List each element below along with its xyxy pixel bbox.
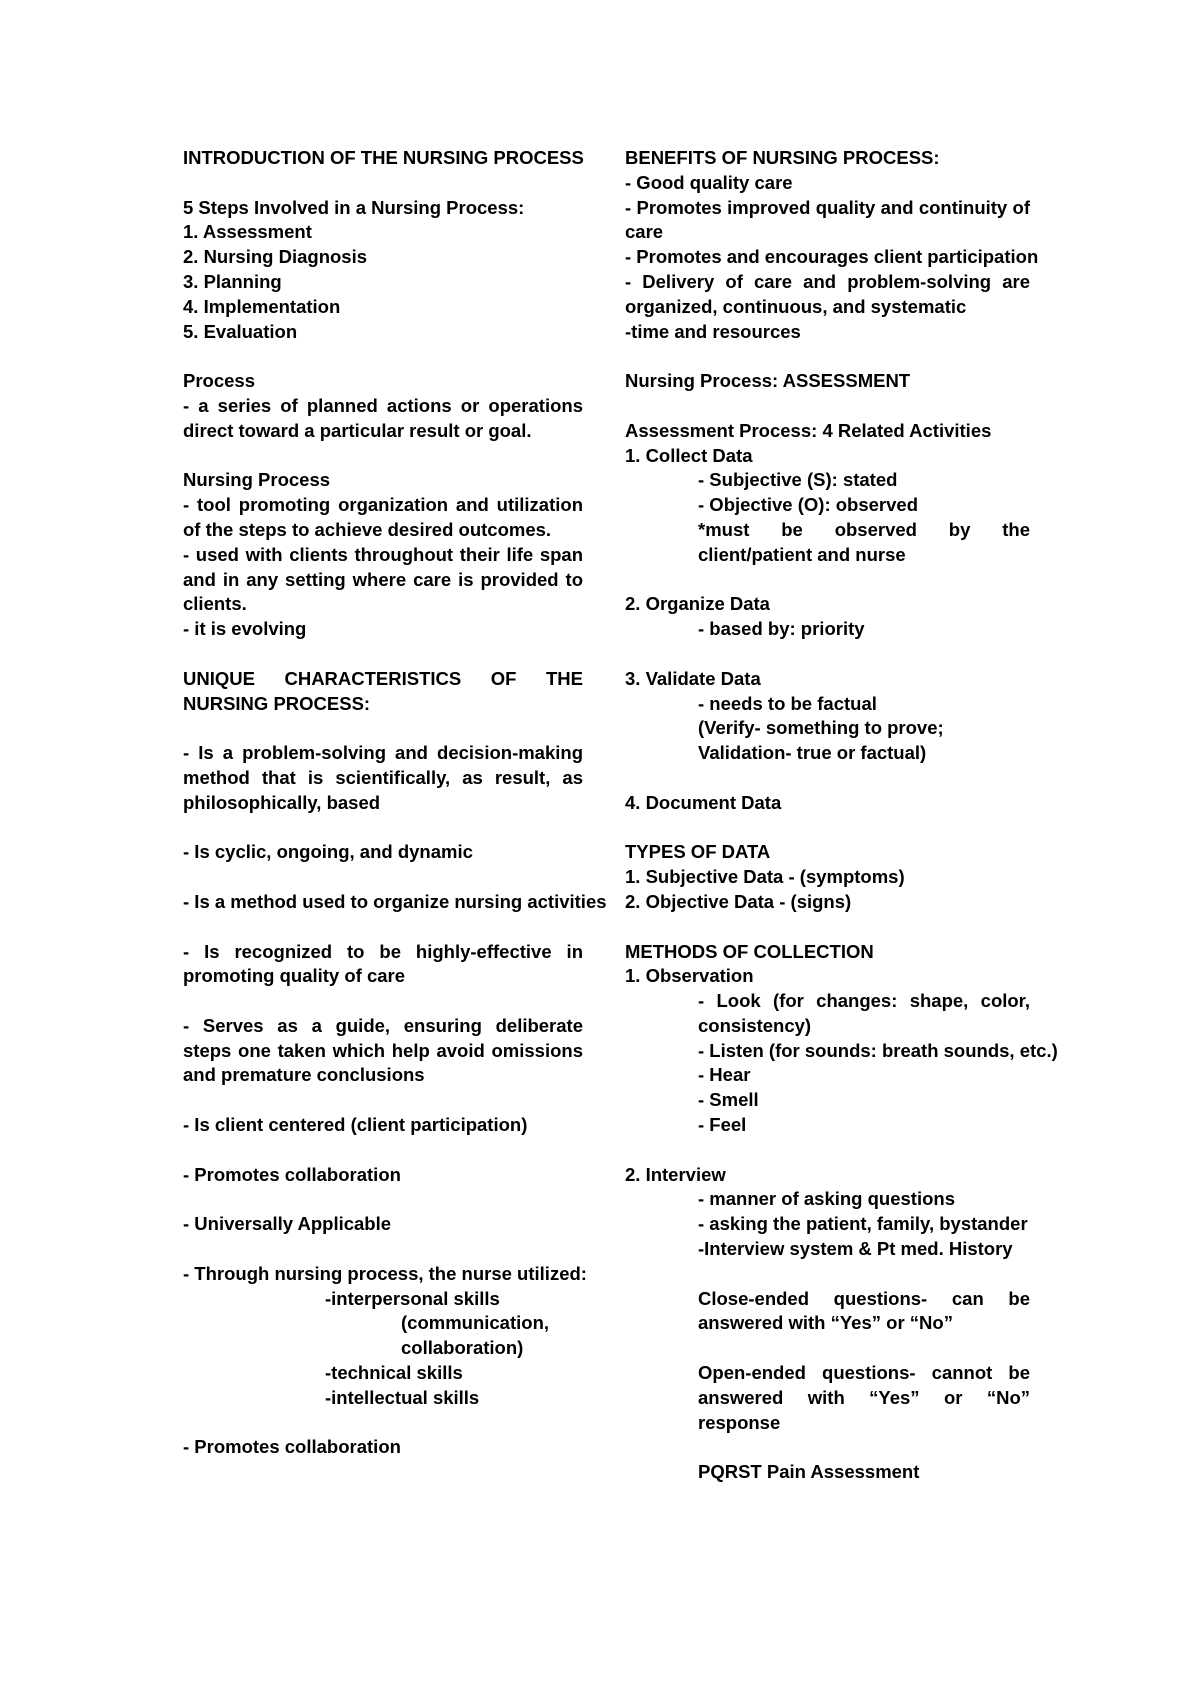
activity-validate: 3. Validate Data (625, 667, 761, 689)
characteristic-item: - Promotes collaboration (183, 1163, 401, 1185)
skill-interpersonal-detail: (communication, (401, 1312, 550, 1334)
collect-item: - Objective (O): observed (698, 494, 918, 516)
method-interview: 2. Interview (625, 1163, 726, 1185)
characteristic-item: - Is a method used to organize nursing activities (183, 890, 607, 912)
skill-interpersonal: -interpersonal skills (325, 1287, 500, 1309)
step-item: 3. Planning (183, 270, 282, 292)
observation-item: - Feel (698, 1114, 747, 1136)
type-item: 1. Subjective Data - (symptoms) (625, 866, 905, 888)
nursing-process-heading: Nursing Process (183, 469, 331, 491)
left-column (183, 146, 607, 1460)
nursing-process-item: - it is evolving (183, 618, 307, 640)
step-item: 2. Nursing Diagnosis (183, 246, 368, 268)
methods-heading: METHODS OF COLLECTION (625, 940, 874, 962)
validate-item: (Verify- something to prove; (698, 717, 944, 739)
steps-heading: 5 Steps Involved in a Nursing Process: (183, 196, 525, 218)
characteristic-item: - Is client centered (client participation) (183, 1114, 528, 1136)
type-item: 2. Objective Data - (signs) (625, 890, 852, 912)
validate-item: Validation- true or factual) (698, 742, 927, 764)
activity-organize: 2. Organize Data (625, 593, 770, 615)
interview-item: -Interview system & Pt med. History (698, 1238, 1013, 1260)
step-item: 1. Assessment (183, 221, 312, 243)
benefits-heading: BENEFITS OF NURSING PROCESS: (625, 147, 940, 168)
step-item: 5. Evaluation (183, 320, 298, 342)
right-column (625, 146, 1058, 1485)
interview-item: - asking the patient, family, bystander (698, 1213, 1028, 1235)
benefit-item: - Promotes improved quality and continuity of care (625, 196, 1030, 243)
method-observation: 1. Observation (625, 965, 754, 987)
nursing-process-item: - tool promoting organization and utilization of the steps to achieve desired outcomes. (183, 494, 583, 540)
validate-item: - needs to be factual (698, 692, 877, 714)
interview-item: - manner of asking questions (698, 1188, 955, 1210)
pqrst-heading: PQRST Pain Assessment (698, 1461, 920, 1483)
observation-item: - Hear (698, 1064, 751, 1086)
characteristic-item: - Promotes collaboration (183, 1436, 401, 1458)
collect-note: *must be observed by the client/patient and nurse (698, 518, 1030, 565)
benefit-item: - Good quality care (625, 171, 793, 193)
organize-item: - based by: priority (698, 618, 865, 640)
activity-collect: 1. Collect Data (625, 444, 753, 466)
collect-item: - Subjective (S): stated (698, 469, 898, 491)
benefit-item: - Delivery of care and problem-solving are organized, continuous, and systematic (625, 270, 1030, 317)
observation-item: - Listen (for sounds: breath sounds, etc.) (698, 1039, 1058, 1061)
activities-heading: Assessment Process: 4 Related Activities (625, 419, 992, 441)
characteristic-item: - Is cyclic, ongoing, and dynamic (183, 841, 473, 863)
skill-intellectual: -intellectual skills (325, 1386, 480, 1408)
skills-heading: - Through nursing process, the nurse utilized: (183, 1262, 587, 1284)
observation-item: - Smell (698, 1089, 759, 1111)
close-ended-questions: Close-ended questions- can be answered with “Yes” or “No” (698, 1287, 1030, 1334)
nursing-process-item: - used with clients throughout their life span and in any setting where care is provided to clients. (183, 543, 583, 615)
process-heading: Process (183, 370, 255, 392)
process-definition: - a series of planned actions or operations direct toward a particular result or goal. (183, 394, 583, 441)
skill-technical: -technical skills (325, 1362, 463, 1384)
characteristic-item: - Is a problem-solving and decision-making method that is scientifically, as result, as philosophically, based (183, 742, 583, 813)
document-title: INTRODUCTION OF THE NURSING PROCESS (183, 147, 584, 168)
observation-item: - Look (for changes: shape, color, consistency) (698, 990, 1030, 1036)
types-heading: TYPES OF DATA (625, 841, 771, 863)
benefit-item: -time and resources (625, 320, 801, 342)
assessment-heading: Nursing Process: ASSESSMENT (625, 370, 911, 392)
activity-document: 4. Document Data (625, 791, 782, 813)
characteristic-item: - Is recognized to be highly-effective in promoting quality of care (183, 940, 583, 987)
benefit-item: - Promotes and encourages client participation (625, 246, 1039, 268)
unique-characteristics-heading: UNIQUE CHARACTERISTICS OF THE NURSING PROCESS: (183, 667, 583, 714)
step-item: 4. Implementation (183, 295, 341, 317)
characteristic-item: - Serves as a guide, ensuring deliberate steps one taken which help avoid omissions and premature conclusions (183, 1014, 583, 1086)
open-ended-questions: Open-ended questions- cannot be answered with “Yes” or “No” response (698, 1362, 1030, 1433)
skill-interpersonal-detail: collaboration) (401, 1337, 524, 1359)
characteristic-item: - Universally Applicable (183, 1213, 392, 1235)
